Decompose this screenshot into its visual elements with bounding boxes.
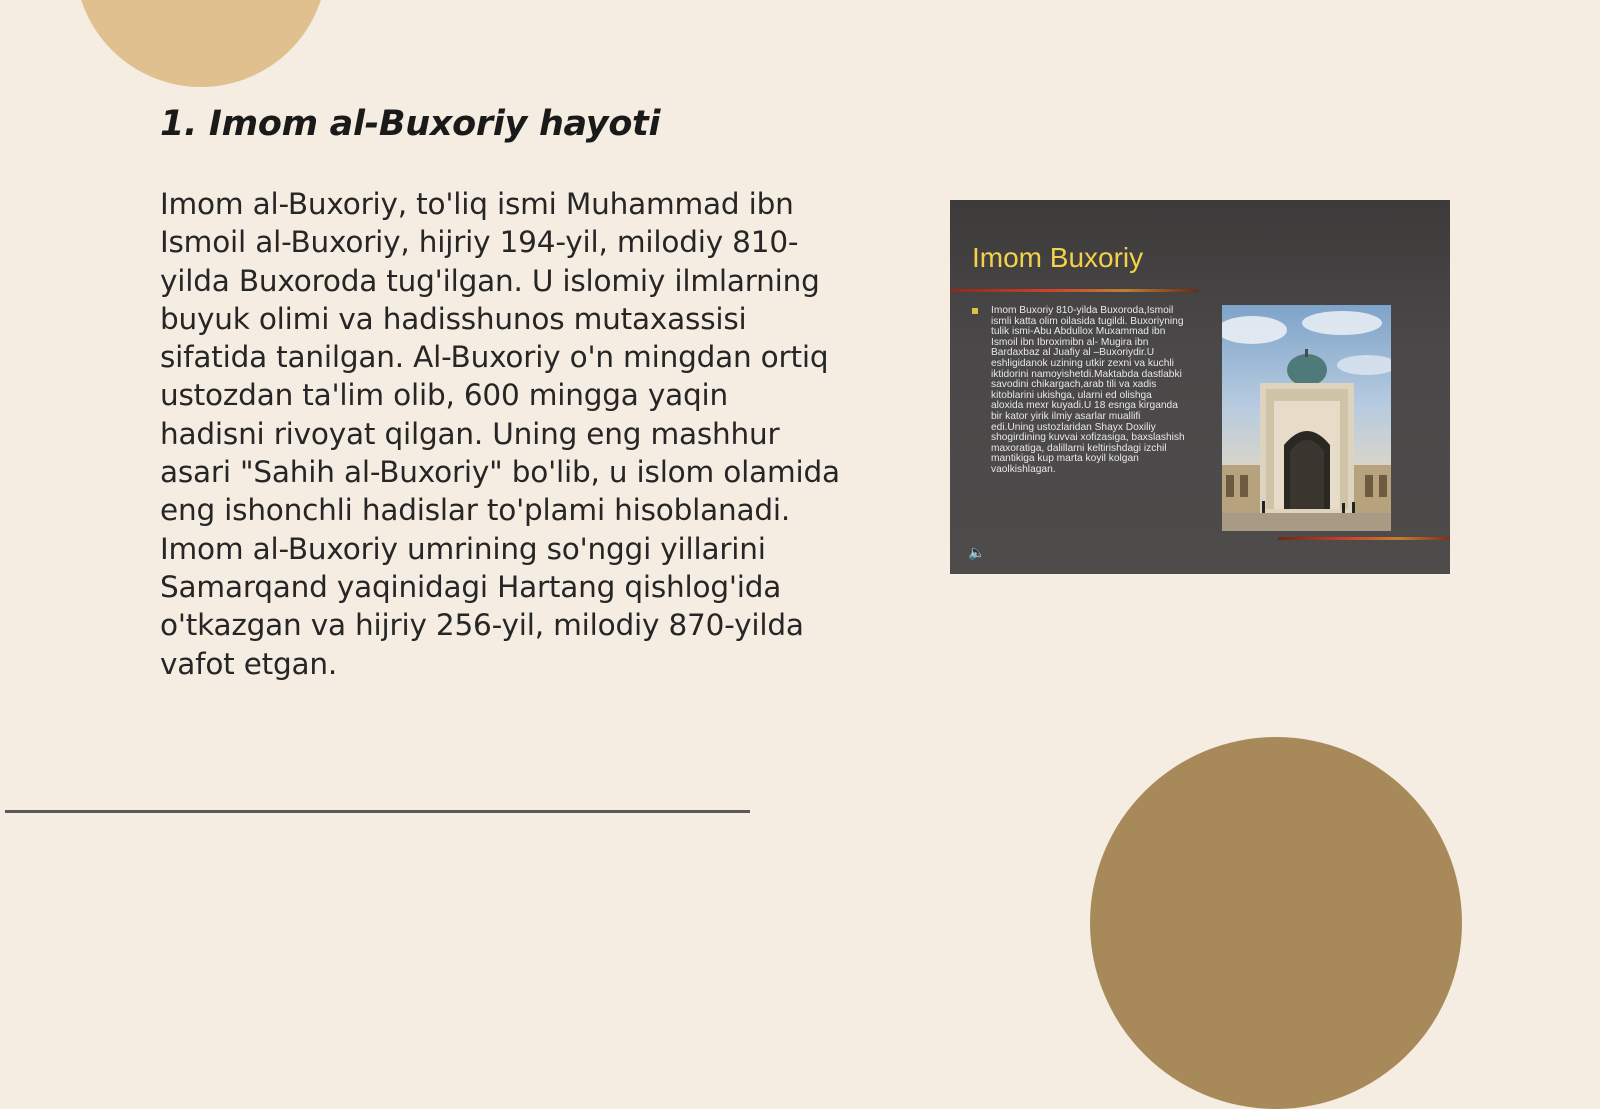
speaker-icon: 🔈 xyxy=(968,545,986,561)
embedded-slide-bottom-rule xyxy=(1278,537,1450,540)
embedded-slide-title: Imom Buxoriy xyxy=(972,242,1144,273)
decorative-circle-bottom xyxy=(1090,737,1462,1109)
embedded-slide-image xyxy=(950,200,1450,574)
divider-line xyxy=(5,810,750,813)
bullet-icon xyxy=(972,308,978,314)
mausoleum-photo xyxy=(1222,305,1391,531)
slide-body-text: Imom al-Buxoriy, to'liq ismi Muhammad ibn Ismoil al-Buxoriy, hijriy 194-yil, milodiy 810-yilda Buxoroda tug'ilgan. U islomiy ilmlarning buyuk olimi va hadisshunos mutaxassisi sifatida tanilgan. Al-Buxoriy o'n mingdan ortiq ustozdan ta'lim olib, 600 mingga yaqin hadisni rivoyat qilgan. Uning eng mashhur asari "Sahih al-Buxoriy" bo'lib, u islom olamida eng ishonchli hadislar to'plami hisoblanadi. Imom al-Buxoriy umrining so'nggi yillarini Samarqand yaqinidagi Hartang qishlog'ida o'tkazgan va hijriy 256-yil, milodiy 870-yilda vafot etgan. xyxy=(160,187,840,681)
decorative-circle-top xyxy=(75,0,327,87)
embedded-slide-title-rule xyxy=(950,289,1198,292)
embedded-slide-text: Imom Buxoriy 810-yilda Buxoroda,Ismoil ismli katta olim oilasida tugildi. Buxoriyning tulik ismi-Abu Abdulloх Muxammad ibn Ismoil ibn Ibroximibn al- Mugira ibn Bardaxbaz al Juafiy al –Buxoriydir.U eshligidanok uzining utkir zexni va kuchli iktidorini namoyishetdi.Maktabda dastlabki savodini chikargach,arab tili va xadis kitoblarini ukishga, ularni ed olishga aloxida mexr kuyadi.U 18 esnga kirganda bir kator yirik ilmiy asarlar muallifi edi.Uning ustozlaridan Shayx Doxiliy shogirdining kuvvai xofizasiga, baxslashish maxoratiga, dalillarni keltirishdagi izchil mantikiga kup marta koyil kolgan vaolkishlagan. xyxy=(991,305,1185,475)
slide-title: 1. Imom al-Buxoriy hayoti xyxy=(160,104,661,144)
